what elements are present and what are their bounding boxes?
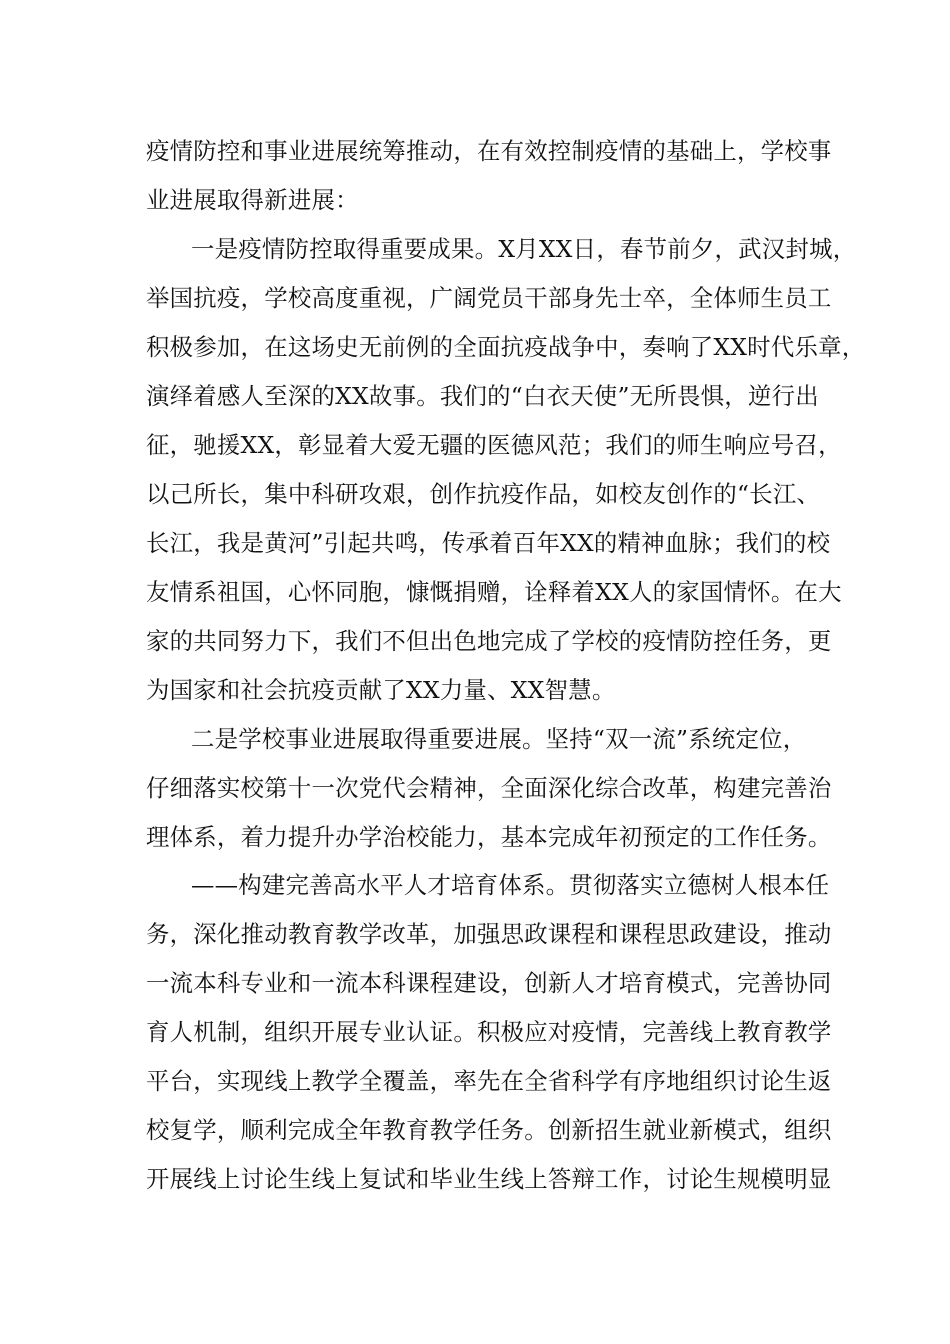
body-text-line: 业进展取得新进展： <box>146 186 359 214</box>
body-text-line: 家的共同努力下，我们不但出色地完成了学校的疫情防控任务，更 <box>146 627 832 655</box>
body-text-line: 疫情防控和事业进展统筹推动，在有效控制疫情的基础上，学校事 <box>146 137 832 165</box>
body-text-line: 育人机制，组织开展专业认证。积极应对疫情，完善线上教育教学 <box>146 1018 832 1046</box>
paragraph-first-line: ——构建完善高水平人才培育体系。贯彻落实立德树人根本任 <box>191 871 830 899</box>
body-text-line: 以己所长，集中科研攻艰，创作抗疫作品，如校友创作的“长江、 <box>146 480 821 508</box>
paragraph-first-line: 一是疫情防控取得重要成果。X月XX日，春节前夕，武汉封城， <box>191 235 857 263</box>
body-text-line: 平台，实现线上教学全覆盖，率先在全省科学有序地组织讨论生返 <box>146 1067 832 1095</box>
body-text-line: 征，驰援XX，彰显着大爱无疆的医德风范；我们的师生响应号召， <box>146 431 842 459</box>
body-text-line: 积极参加，在这场史无前例的全面抗疫战争中，奏响了XX时代乐章， <box>146 333 866 361</box>
body-text-line: 友情系祖国，心怀同胞，慷慨捐赠，诠释着XX人的家国情怀。在大 <box>146 578 842 606</box>
body-text-line: 校复学，顺利完成全年教育教学任务。创新招生就业新模式，组织 <box>146 1116 832 1144</box>
body-text-line: 演绎着感人至深的XX故事。我们的“白衣天使”无所畏惧，逆行出 <box>146 382 819 410</box>
body-text-line: 理体系，着力提升办学治校能力，基本完成年初预定的工作任务。 <box>146 823 832 851</box>
paragraph-first-line: 二是学校事业进展取得重要进展。坚持“双一流”系统定位， <box>191 725 807 753</box>
body-text-line: 务，深化推动教育教学改革，加强思政课程和课程思政建设，推动 <box>146 920 832 948</box>
body-text-line: 仔细落实校第十一次党代会精神，全面深化综合改革，构建完善治 <box>146 774 832 802</box>
body-text-line: 举国抗疫，学校高度重视，广阔党员干部身先士卒，全体师生员工 <box>146 284 832 312</box>
body-text-line: 一流本科专业和一流本科课程建设，创新人才培育模式，完善协同 <box>146 969 832 997</box>
body-text-line: 长江，我是黄河”引起共鸣，传承着百年XX的精神血脉；我们的校 <box>146 529 831 557</box>
body-text-line: 为国家和社会抗疫贡献了XX力量、XX智慧。 <box>146 676 616 704</box>
body-text-line: 开展线上讨论生线上复试和毕业生线上答辩工作，讨论生规模明显 <box>146 1165 832 1193</box>
